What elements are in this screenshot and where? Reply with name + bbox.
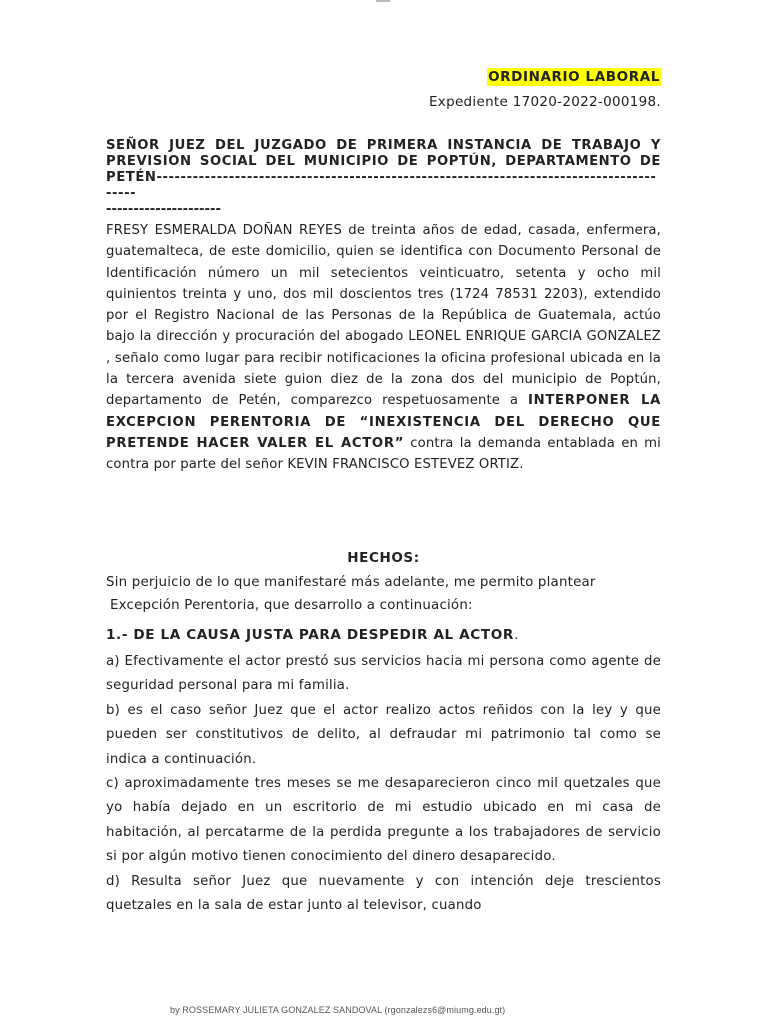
- footer-attribution: by ROSSEMARY JULIETA GONZALEZ SANDOVAL (rgonzalezs6@miumg.edu.gt): [170, 1005, 506, 1015]
- intro-text-part2: contra la demanda entablada en mi contra por parte del señor KEVIN FRANCISCO ESTEVEZ ORTIZ.: [106, 435, 661, 473]
- addressee-dashes-1: ----------------------------------------------------------------------------------------: [106, 170, 657, 201]
- page-top-mark: [376, 0, 390, 2]
- intro-bold-claim: INTERPONER LA EXCEPCION PERENTORIA DE “INEXISTENCIA DEL DERECHO QUE PRETENDE HACER VALER EL ACTOR”: [106, 393, 661, 451]
- addressee-dashes-2: ---------------------: [106, 202, 221, 217]
- addressee-text: SEÑOR JUEZ DEL JUZGADO DE PRIMERA INSTANCIA DE TRABAJO Y PREVISION SOCIAL DEL MUNICIPIO DE POPTÚN, DEPARTAMENTO DE PETÉN: [106, 138, 661, 185]
- addressee-block: [106, 138, 661, 218]
- section-1-title: [106, 626, 519, 644]
- hechos-item-d: d) Resulta señor Juez que nuevamente y con intención deje trescientos quetzales en la sala de estar junto al televisor, cuando: [106, 873, 661, 914]
- hechos-intro: [106, 572, 666, 617]
- case-type-heading: ORDINARIO LABORAL: [488, 69, 660, 85]
- hechos-item-c: c) aproximadamente tres meses se me desaparecieron cinco mil quetzales que yo había dejado en un escritorio de mi estudio ubicado en mi casa de habitación, al percatarme de la perdida pregunte a los trabajadores de servicio si por algún motivo tienen conocimiento del dinero desaparecido.: [106, 776, 661, 865]
- section-1-title-period: .: [513, 627, 519, 643]
- intro-text-part1: FRESY ESMERALDA DOÑAN REYES de treinta años de edad, casada, enfermera, guatemalteca, de este domicilio, quien se identifica con Documento Personal de Identificación número un mil setecientos veinticuatro, setenta y ocho mil quinientos treinta y uno, dos mil doscientos tres (1724 78531 2203), extendido por el Registro Nacional de las Personas de la República de Guatemala, actúo bajo la dirección y procuración del abogado LEONEL ENRIQUE GARCIA GONZALEZ , señalo como lugar para recibir notificaciones la oficina profesional ubicada en la la tercera avenida siete guion diez de la zona dos del municipio de Poptún, departamento de Petén, comparezco respetuosamente a: [106, 223, 661, 409]
- hechos-item-b: b) es el caso señor Juez que el actor realizo actos reñidos con la ley y que pueden ser constitutivos de delito, al defraudar mi patrimonio tal como se indica a continuación.: [106, 702, 661, 767]
- hechos-title: HECHOS:: [347, 550, 420, 566]
- hechos-items: [106, 650, 661, 918]
- section-1-title-text: 1.- DE LA CAUSA JUSTA PARA DESPEDIR AL ACTOR: [106, 627, 514, 643]
- hechos-item-a: a) Efectivamente el actor prestó sus servicios hacia mi persona como agente de seguridad personal para mi familia.: [106, 654, 661, 694]
- intro-paragraph: [106, 220, 661, 476]
- expediente-number: Expediente 17020-2022-000198.: [428, 94, 661, 110]
- hechos-intro-line2: Excepción Perentoria, que desarrollo a continuación:: [110, 597, 473, 613]
- hechos-intro-line1: Sin perjuicio de lo que manifestaré más adelante, me permito plantear: [106, 575, 596, 590]
